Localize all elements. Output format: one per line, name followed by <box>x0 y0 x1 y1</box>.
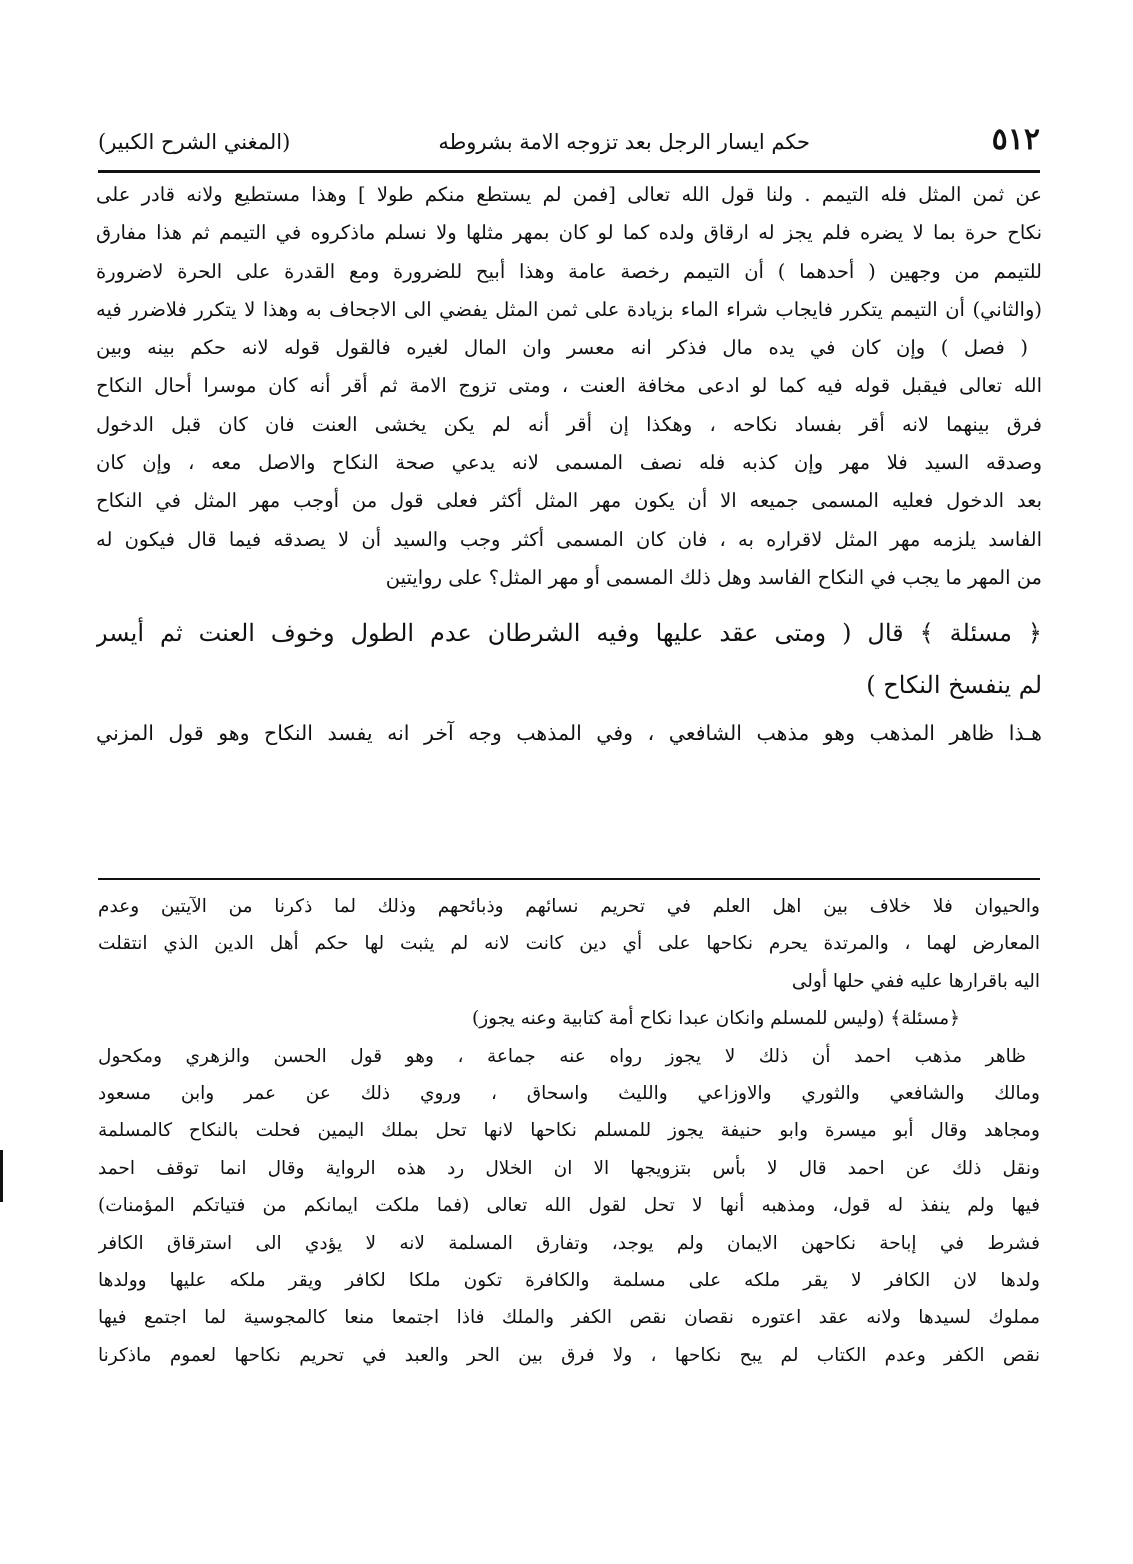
footnote-line: نقص الكفر وعدم الكتاب لم يبح نكاحها ، ولا فرق بين الحر والعبد في تحريم نكاحها لعموم ماذكرنا <box>98 1344 1040 1366</box>
text-line: للتيمم من وجهين ( أحدهما ) أن التيمم رخصة عامة وهذا أبيح للضرورة ومع القدرة على الحرة لاضرورة <box>96 259 1042 283</box>
page-number: ٥١٢ <box>991 122 1040 157</box>
footnote-line: ظاهر مذهب احمد أن ذلك لا يجوز رواه عنه جماعة ، وهو قول الحسن والزهري ومكحول <box>98 1045 1026 1067</box>
text-line: ( فصل ) وإن كان في يده مال فذكر انه معسر وان المال لغيره فالقول قوله لانه حكم بينه وبين <box>96 336 1028 360</box>
running-header <box>98 118 1040 170</box>
footnote-text <box>98 888 1040 1374</box>
footnote-line: ولدها لان الكافر لا يقر ملكه على مسلمة والكافرة تكون ملكا لكافر ويقر ملكه عليها وولدها <box>98 1269 1040 1291</box>
footnote-line: ونقل ذلك عن احمد قال لا بأس بتزويجها الا ان الخلال رد هذه الرواية وقال انما توقف احمد <box>98 1157 1040 1179</box>
main-text <box>96 176 1042 755</box>
footnote-line: المعارض لهما ، والمرتدة يحرم نكاحها على أي دين كانت لانه لم يثبت لها حكم أهل الدين الذي انتقلت <box>98 933 1040 955</box>
text-line: (والثاني) أن التيمم يتكرر فايجاب شراء الماء بزيادة على ثمن المثل يفضي الى الاجحاف به وهذا لا يتكرر فلاضرر فيه <box>96 297 1042 321</box>
footnote-line: فشرط في إباحة نكاحهن الايمان ولم يوجد، وتفارق المسلمة لانه لا يؤدي الى استرقاق الكافر <box>98 1232 1040 1254</box>
footnote-line: مملوك لسيدها ولانه عقد اعتوره نقصان نقص الكفر والملك فاذا اجتمعا منعا كالمجوسية لما اجتمع فيها <box>98 1307 1040 1329</box>
footnote-masalah: ﴿مسئلة﴾ (وليس للمسلم وانكان عبدا نكاح أمة كتابية وعنه يجوز) <box>472 1008 960 1030</box>
footnote-rule <box>98 878 1040 880</box>
book-title: (المغني الشرح الكبير) <box>98 130 291 154</box>
text-line: هـذا ظاهر المذهب وهو مذهب الشافعي ، وفي المذهب وجه آخر انه يفسد النكاح وهو قول المزني <box>96 721 1042 746</box>
text-line: عن ثمن المثل فله التيمم . ولنا قول الله تعالى [فمن لم يستطع منكم طولا ] وهذا مستطيع ولانه قادر على <box>96 183 1042 206</box>
text-line: الله تعالى فيقبل قوله فيه كما لو ادعى مخافة العنت ، ومتى تزوج الامة ثم أقر أنه كان موسرا أحال النكاح <box>96 374 1042 398</box>
text-line: نكاح حرة بما لا يضره فلم يجز له ارقاق ولده كما لو كان بمهر مثلها ولا نسلم ماذكروه في التيمم ثم هذا مفارق <box>96 221 1042 245</box>
text-line: من المهر ما يجب في النكاح الفاسد وهل ذلك المسمى أو مهر المثل؟ على روايتين <box>385 565 1042 589</box>
masalah-heading: ﴿ مسئلة ﴾ قال ( ومتى عقد عليها وفيه الشرطان عدم الطول وخوف العنت ثم أيسر <box>96 619 1042 648</box>
scan-edge-mark <box>0 1150 3 1202</box>
footnote-line: اليه باقرارها عليه ففي حلها أولى <box>791 970 1040 992</box>
text-line: بعد الدخول فعليه المسمى جميعه الا أن يكون مهر المثل أكثر فعلى قول من أوجب مهر المثل في النكاح <box>96 489 1042 513</box>
footnote-line: والحيوان فلا خلاف بين اهل العلم في تحريم نسائهم وذبائحهم وذلك لما ذكرنا من الآيتين وعدم <box>98 896 1040 917</box>
footnote-line: ومجاهد وقال أبو ميسرة وابو حنيفة يجوز للمسلم نكاحها لانها تحل بملك اليمين فحلت بالنكاح كالمسلمة <box>98 1120 1040 1142</box>
header-rule <box>98 170 1040 173</box>
text-line: فرق بينهما لانه أقر بفساد نكاحه ، وهكذا إن أقر أنه لم يكن يخشى العنت فان كان قبل الدخول <box>96 412 1042 436</box>
running-title: حكم ايسار الرجل بعد تزوجه الامة بشروطه <box>438 130 810 154</box>
text-line: وصدقه السيد فلا مهر وإن كذبه فله نصف المسمى لانه يدعي صحة النكاح والاصل معه ، وإن كان <box>96 451 1042 475</box>
footnote-line: فيها ولم ينفذ له قول، ومذهبه أنها لا تحل لقول الله تعالى (فما ملكت ايمانكم من فتياتكم المؤمنات) <box>98 1195 1040 1217</box>
footnote-line: ومالك والشافعي والثوري والاوزاعي والليث واسحاق ، وروي ذلك عن عمر وابن مسعود <box>98 1082 1040 1104</box>
text-line: الفاسد يلزمه مهر المثل لاقراره به ، فان كان المسمى أكثر وجب والسيد أن لا يصدقه فيما قال فيكون له <box>96 527 1042 551</box>
masalah-heading-continued: لم ينفسخ النكاح ) <box>866 671 1042 700</box>
